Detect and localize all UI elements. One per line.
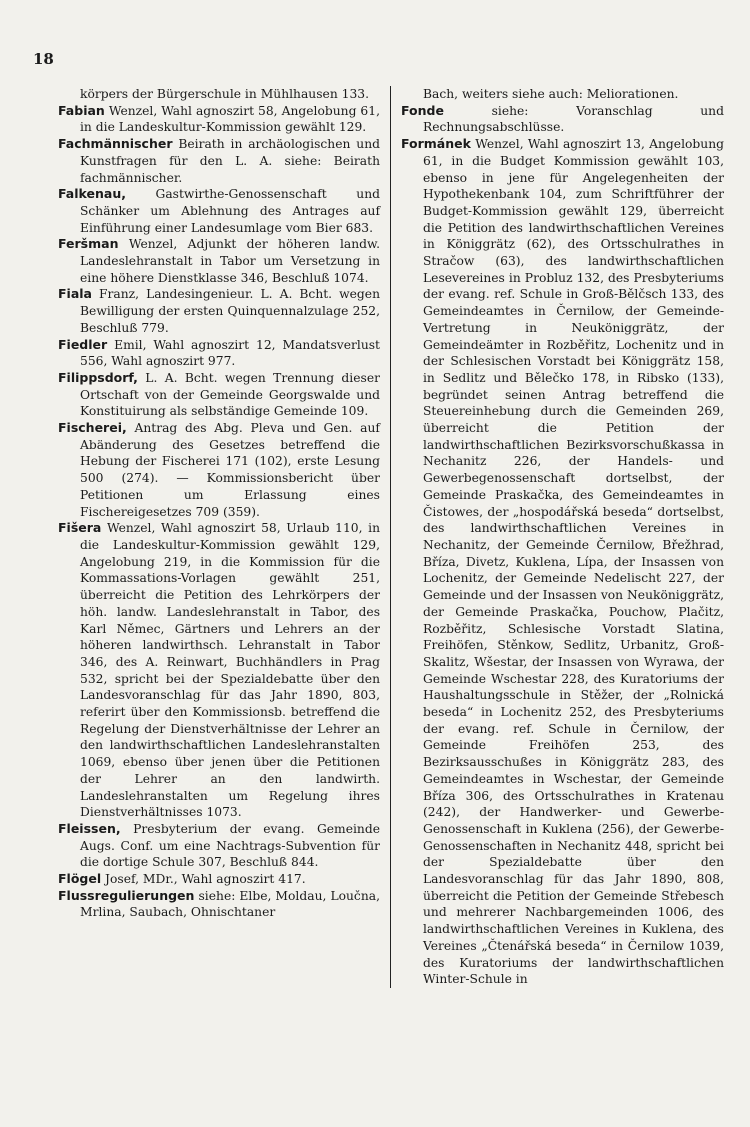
index-entry <box>58 337 380 370</box>
entry-text: siehe: Voranschlag und Rechnungsabschlüsse. <box>423 103 724 135</box>
entry-head: Flögel <box>58 871 102 887</box>
entry-text: Franz, Landesingenieur. L. A. Bcht. wegen Bewilligung der ersten Quinquennalzulage 252, Beschluß 779. <box>80 287 380 335</box>
entry-head: Flussregulierungen <box>58 887 195 903</box>
entry-head: Fiedler <box>58 336 108 352</box>
entry-text: Wenzel, Wahl agnoszirt 58, Angelobung 61, in die Landeskultur-Kommission gewählt 129. <box>80 103 380 135</box>
continuation-text: körpers der Bürgerschule in Mühlhausen 133. <box>80 87 370 101</box>
entry-head: Filippsdorf, <box>58 369 138 385</box>
index-entry <box>58 286 380 336</box>
index-entry <box>58 888 380 921</box>
index-entry <box>58 420 380 520</box>
entry-head: Fleissen, <box>58 820 121 836</box>
entry-head: Fachmännischer <box>58 136 173 152</box>
left-column <box>58 86 391 988</box>
entry-text: Wenzel, Wahl agnoszirt 13, Angelobung 61, in die Budget Kommission gewählt 103, ebenso in jene für Angelegenheiten der Hypothekenbank 104, zum Schriftführer der Budget-Kommission gewählt 129, überreicht die Petition des landwirthschaftlichen Vereines in Königgrätz (62), des Ortsschulrathes in Stračow (63), des landwirthschaftlichen Lesevereines in Probluz 132, des Presbyteriums der evang. ref. Schule in Groß-Bělčsch 133, des Gemeindeamtes in Černilow, der Gemeinde-Vertretung in Neuköniggrätz, der Gemeindeämter in Rozběřitz, Lochenitz und in der Schlesischen Vorstadt bei Königgrätz 158, in Sedlitz und Bělečko 178, in Ribsko (133), begründet seinen Antrag betreffend die Steuereinhebung durch die Gemeinden 269, überreicht die Petition der landwirthschaftlichen Bezirksvorschußkassa in Nechanitz 226, der Handels- und Gewerbegenossenschaft dortselbst, der Gemeinde Praskačka, des Gemeindeamtes in Čistowes, der „hospodářská beseda“ dortselbst, des landwirthschaftlichen Vereines in Nechanitz, der Gemeinde Černilow, Břežhrad, Bříza, Divetz, Kuklena, Lípa, der Insassen von Lochenitz, der Gemeinde Nedelischt 227, der Gemeinde und der Insassen von Neuköniggrätz, der Gemeinde Praskačka, Pouchow, Plačitz, Rozběřitz, Schlesische Vorstadt Slatina, Freihöfen, Stěnkow, Sedlitz, Urbanitz, Groß-Skalitz, Wšestar, der Insassen von Wyrawa, der Gemeinde Wschestar 228, des Kuratoriums der Haushaltungsschule in Stěžer, der „Rolnická beseda“ in Lochenitz 252, des Presbyteriums der evang. ref. Schule in Černilow, der Gemeinde Freihöfen 253, des Bezirksausschußes in Königgrätz 283, des Gemeindeamtes in Wschestar, der Gemeinde Bříza 306, des Ortsschulrathes in Kratenau (242), der Handwerker- und Gewerbe-Genossenschaft in Kuklena (256), der Gewerbe-Genossenschaften in Nechanitz 448, spricht bei der Spezialdebatte über den Landesvoranschlag für das Jahr 1890, 808, überreicht die Petition der Gemeinde Střebesch und mehrerer Nachbargemeinden 1006, des landwirthschaftlichen Vereines in Kuklena, des Vereines „Čtenářská beseda“ in Černilow 1039, des Kuratoriums der landwirthschaftlichen Winter-Schule in <box>423 137 724 987</box>
entry-text: Presbyterium der evang. Gemeinde Augs. Conf. um eine Nachtrags-Subvention für die dortige Schule 307, Beschluß 844. <box>80 821 380 870</box>
entry-head: Fabian <box>58 102 105 118</box>
entry-text: Josef, MDr., Wahl agnoszirt 417. <box>105 872 306 887</box>
continuation-text: Bach, weiters siehe auch: Meliorationen. <box>423 87 679 101</box>
entry-head: Falkenau, <box>58 186 126 202</box>
entry-head: Fischerei, <box>58 420 127 436</box>
index-entry <box>58 821 380 871</box>
index-entry <box>58 871 380 888</box>
index-entry <box>58 370 380 420</box>
index-entry <box>58 520 380 821</box>
entry-head: Fonde <box>401 102 444 118</box>
entry-head: Fiala <box>58 286 92 302</box>
entry-text: Gastwirthe-Genossenschaft und Schänker um Ablehnung des Antrages auf Einführung einer Landesumlage vom Bier 683. <box>80 187 380 235</box>
index-entry <box>58 236 380 286</box>
right-column <box>391 86 724 988</box>
entry-head: Formánek <box>401 136 471 152</box>
entry-text: Antrag des Abg. Pleva und Gen. auf Abänderung des Gesetzes betreffend die Hebung der Fischerei 171 (102), erste Lesung 500 (274). — Kommissionsbericht über Petitionen um Erlassung eines Fischereigesetzes 709 (359). <box>80 421 380 519</box>
entry-head: Feršman <box>58 236 119 252</box>
entry-text: L. A. Bcht. wegen Trennung dieser Ortschaft von der Gemeinde Georgswalde und Konstituirung als selbständige Gemeinde 109. <box>80 370 380 419</box>
index-entry <box>401 136 724 988</box>
entry-text: Emil, Wahl agnoszirt 12, Mandatsverlust 556, Wahl agnoszirt 977. <box>80 337 380 369</box>
entry-head: Fišera <box>58 520 102 536</box>
entry-text: Wenzel, Adjunkt der höheren landw. Landeslehranstalt in Tabor um Versetzung in eine höhere Dienstklasse 346, Beschluß 1074. <box>80 237 380 285</box>
index-entry <box>58 136 380 186</box>
entry-text: siehe: Elbe, Moldau, Loučna, Mrlina, Saubach, Ohnischtaner <box>80 888 380 920</box>
page-number: 18 <box>33 50 54 68</box>
two-column-index <box>58 86 726 988</box>
index-entry <box>58 103 380 136</box>
entry-text: Wenzel, Wahl agnoszirt 58, Urlaub 110, in die Landeskultur-Kommission gewählt 129, Angelobung 219, in die Kommission für die Kommassations-Vorlagen gewählt 251, überreicht die Petition des Lehrkörpers der höh. landw. Landeslehranstalt in Tabor, des Karl Němec, Gärtners und Lehrers an der höheren landwirthsch. Lehranstalt in Tabor 346, des A. Reinwart, Buchhändlers in Prag 532, spricht bei der Spezialdebatte über den Landesvoranschlag für das Jahr 1890, 803, referirt über den Kommissionsb. betreffend die Regelung der Dienstverhältnisse der Lehrer an den landwirthschaftlichen Landeslehranstalten 1069, ebenso über jenen über die Petitionen der Lehrer an den landwirth. Landeslehranstalten um Regelung ihres Dienstverhältnisses 1073. <box>80 521 380 820</box>
index-entry <box>58 186 380 236</box>
entry-text: Beirath in archäologischen und Kunstfragen für den L. A. siehe: Beirath fachmännischer. <box>80 137 380 185</box>
index-entry <box>401 103 724 136</box>
